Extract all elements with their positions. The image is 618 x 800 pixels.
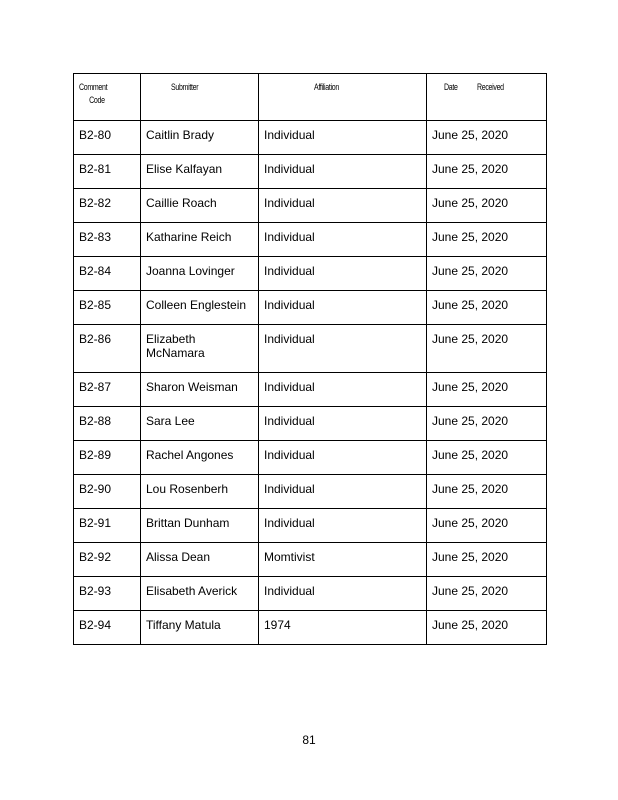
cell-comment-code: B2-89	[74, 441, 141, 475]
cell-affiliation: Individual	[259, 155, 427, 189]
cell-affiliation: 1974	[259, 611, 427, 645]
table-row	[74, 441, 547, 475]
table-header	[74, 74, 547, 121]
table-row	[74, 291, 547, 325]
header-submitter	[141, 74, 259, 121]
cell-comment-code: B2-93	[74, 577, 141, 611]
cell-affiliation: Individual	[259, 291, 427, 325]
page-number: 81	[302, 733, 316, 747]
cell-submitter: Tiffany Matula	[141, 611, 259, 645]
cell-affiliation: Individual	[259, 407, 427, 441]
header-affiliation-label: Affiliation	[314, 82, 339, 92]
cell-submitter: Colleen Englestein	[141, 291, 259, 325]
cell-submitter: Lou Rosenberh	[141, 475, 259, 509]
cell-comment-code: B2-90	[74, 475, 141, 509]
table-row	[74, 543, 547, 577]
header-comment-code	[74, 74, 141, 121]
header-code-label: Code	[89, 95, 105, 105]
cell-affiliation: Individual	[259, 373, 427, 407]
cell-affiliation: Individual	[259, 223, 427, 257]
cell-date-received: June 25, 2020	[427, 223, 547, 257]
table-row	[74, 189, 547, 223]
cell-affiliation: Individual	[259, 577, 427, 611]
cell-submitter: Rachel Angones	[141, 441, 259, 475]
table-row	[74, 155, 547, 189]
cell-comment-code: B2-82	[74, 189, 141, 223]
cell-submitter: Joanna Lovinger	[141, 257, 259, 291]
header-affiliation	[259, 74, 427, 121]
cell-submitter: Alissa Dean	[141, 543, 259, 577]
cell-date-received: June 25, 2020	[427, 121, 547, 155]
cell-comment-code: B2-87	[74, 373, 141, 407]
cell-submitter: Brittan Dunham	[141, 509, 259, 543]
header-date-label: Date	[444, 82, 458, 92]
cell-date-received: June 25, 2020	[427, 373, 547, 407]
cell-comment-code: B2-91	[74, 509, 141, 543]
cell-submitter: Caillie Roach	[141, 189, 259, 223]
cell-submitter: Elizabeth McNamara	[141, 325, 259, 373]
cell-date-received: June 25, 2020	[427, 325, 547, 373]
cell-affiliation: Individual	[259, 121, 427, 155]
cell-comment-code: B2-88	[74, 407, 141, 441]
cell-affiliation: Momtivist	[259, 543, 427, 577]
cell-comment-code: B2-94	[74, 611, 141, 645]
table-row	[74, 257, 547, 291]
cell-affiliation: Individual	[259, 257, 427, 291]
cell-submitter: Caitlin Brady	[141, 121, 259, 155]
cell-date-received: June 25, 2020	[427, 155, 547, 189]
cell-comment-code: B2-83	[74, 223, 141, 257]
table-row	[74, 407, 547, 441]
header-submitter-label: Submitter	[171, 82, 199, 92]
cell-date-received: June 25, 2020	[427, 577, 547, 611]
header-received-label: Received	[477, 82, 505, 92]
cell-submitter: Elisabeth Averick	[141, 577, 259, 611]
table-row	[74, 611, 547, 645]
table-body	[74, 121, 547, 645]
table-row	[74, 577, 547, 611]
comment-table	[73, 73, 547, 645]
cell-comment-code: B2-85	[74, 291, 141, 325]
table-row	[74, 509, 547, 543]
cell-date-received: June 25, 2020	[427, 441, 547, 475]
cell-affiliation: Individual	[259, 325, 427, 373]
cell-comment-code: B2-84	[74, 257, 141, 291]
cell-date-received: June 25, 2020	[427, 509, 547, 543]
cell-date-received: June 25, 2020	[427, 189, 547, 223]
cell-date-received: June 25, 2020	[427, 407, 547, 441]
cell-date-received: June 25, 2020	[427, 611, 547, 645]
cell-comment-code: B2-81	[74, 155, 141, 189]
cell-submitter: Katharine Reich	[141, 223, 259, 257]
cell-affiliation: Individual	[259, 189, 427, 223]
cell-date-received: June 25, 2020	[427, 475, 547, 509]
table-row	[74, 223, 547, 257]
cell-affiliation: Individual	[259, 475, 427, 509]
cell-submitter: Sharon Weisman	[141, 373, 259, 407]
cell-date-received: June 25, 2020	[427, 291, 547, 325]
table-row	[74, 475, 547, 509]
cell-submitter: Elise Kalfayan	[141, 155, 259, 189]
header-row	[74, 74, 547, 121]
cell-affiliation: Individual	[259, 509, 427, 543]
cell-date-received: June 25, 2020	[427, 543, 547, 577]
cell-comment-code: B2-86	[74, 325, 141, 373]
cell-submitter: Sara Lee	[141, 407, 259, 441]
header-comment-label: Comment	[79, 82, 108, 92]
cell-affiliation: Individual	[259, 441, 427, 475]
table-row	[74, 373, 547, 407]
cell-comment-code: B2-92	[74, 543, 141, 577]
table-row	[74, 325, 547, 373]
table-row	[74, 121, 547, 155]
cell-date-received: June 25, 2020	[427, 257, 547, 291]
header-date-received	[427, 74, 547, 121]
cell-comment-code: B2-80	[74, 121, 141, 155]
